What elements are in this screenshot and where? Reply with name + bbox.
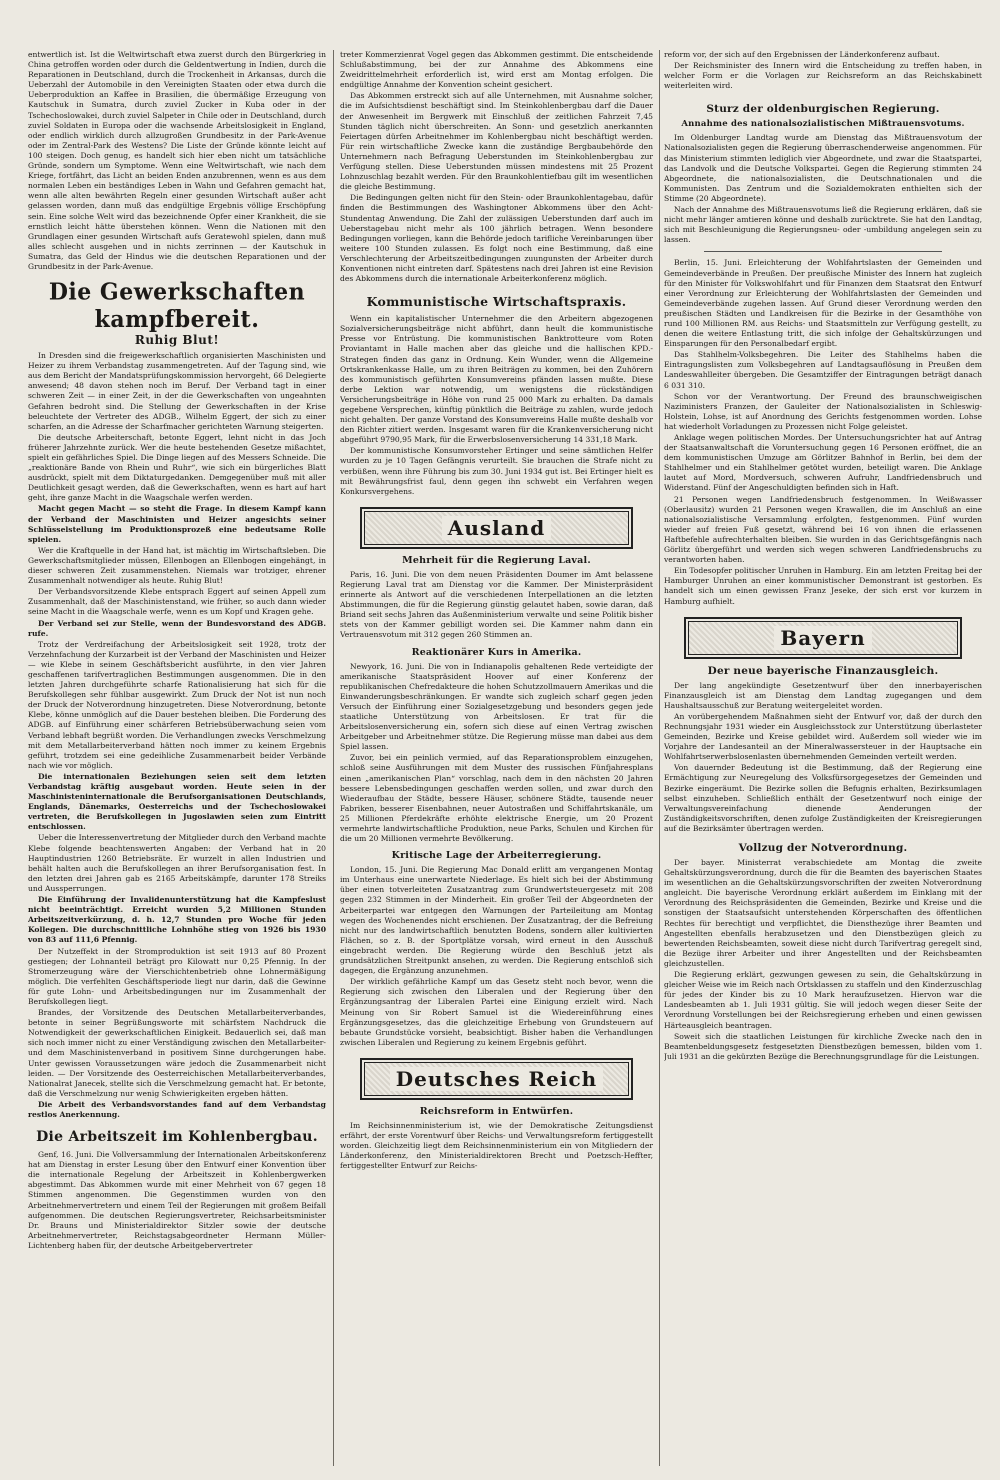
paragraph: Die deutsche Arbeiterschaft, betonte Eggert, lehnt nicht in das Joch früherer Jahrzehnte zurück. Wer die heute bestehenden Gesetze mißachtet, spielt ein gefährliches Spiel. Die Dinge liegen auf des Messers Schneide. Die „reaktionäre Bande von Rhein und Ruhr“, wie sich ein bürgerliches Blatt ausdrückt, spielt mit dem Diktaturgedanken. Demgegenüber muß mit aller Deutlichkeit gesagt werden, daß die Gewerkschaften, wenn es hart auf hart geht, ihre ganze Macht in die Waagschale werfen werden. xyxy=(28,432,326,503)
paragraph: Der kommunistische Konsumvorsteher Ertinger und seine sämtlichen Helfer wurden zu je 10 Tagen Gefängnis verurteilt. Sie brauchen die Strafe nicht zu verbüßen, wenn ihre Führung bis zum 30. Juni 1934 gut ist. Bei Ertinger hielt es mit Bewährungsfrist faul, denn gegen ihn schwebt ein Verfahren wegen Konkursvergehens. xyxy=(340,446,653,496)
section-banner-ausland xyxy=(360,507,633,549)
paragraph: Paris, 16. Juni. Die von dem neuen Präsidenten Doumer im Amt belassene Regierung Laval trat am Dienstag vor die Kammer. Der Ministerpräsident erinnerte als Antwort auf die verschiedenen Interpellationen an die letzten Abstimmungen, die für die Regierung günstig gelautet haben, sowie daran, daß Briand seit sechs Jahren das Außenministerium verwalte und seine Politik bisher stets von der Kammer gebilligt worden sei. Die Kammer nahm dann ein Vertrauensvotum mit 312 gegen 260 Stimmen an. xyxy=(340,569,653,640)
paragraph: Brandes, der Vorsitzende des Deutschen Metallarbeiterverbandes, betonte in seiner Begrüßungsworte mit schärfstem Nachdruck die Notwendigkeit der gewerkschaftlichen Einigkeit. Bedauerlich sei, daß man sich noch immer nicht zu einer Verständigung zwischen den Metallarbeiter- und dem Maschinistenverband in positivem Sinne durchgerungen habe. Unter gewissen Voraussetzungen wäre jedoch die Zusammenarbeit nicht leiden. — Der Vorsitzende des Oesterreichischen Metallarbeiterverbandes, Nationalrat Janecek, stellte sich die Verschmelzung gemacht hat. Er betonte, daß die Verschmelzung nur wenig Schwierigkeiten ergeben hätten. xyxy=(28,1008,326,1098)
paragraph: Anklage wegen politischen Mordes. Der Untersuchungsrichter hat auf Antrag der Staatsanwaltschaft die Voruntersuchung gegen 16 Personen eröffnet, die an dem kommunistischen Umzuge am Görlitzer Bahnhof in Berlin, bei dem der Stahlhelmer und ein Stahlhelmer getötet wurden, beteiligt waren. Die Anklage lautet auf Mord, Mordversuch, schweren Aufruhr, Landfriedensbruch und Widerstand. Fünf der Angeschuldigten befinden sich in Haft. xyxy=(664,433,982,493)
section-title: Deutsches Reich xyxy=(390,1067,603,1091)
headline-laval: Mehrheit für die Regierung Laval. xyxy=(402,554,591,566)
paragraph: Das Abkommen erstreckt sich auf alle Unternehmen, mit Ausnahme solcher, die im Aufsichtsdienst beschäftigt sind. Im Steinkohlenbergbau darf die Dauer der Anwesenheit im Bergwerk mit Einschluß der zeitlichen Fahrzeit 7,45 Stunden täglich nicht überschreiten. An Sonn- und gesetzlich anerkannten Feiertagen dürfen Arbeitnehmer im Kohlenbergbau nicht beschäftigt werden. Für rein wirtschaftliche Zwecke kann die zuständige Bergbaubehörde den Unternehmern nach Befragung Ueberstunden im Steinkohlenbergbau zur Verfügung stellen. Diese Ueberstunden müssen mindestens mit 25 Prozent Lohnzuschlag bezahlt werden. Für den Braunkohlentiefbau gilt im wesentlichen die gleiche Bestimmung. xyxy=(340,91,653,192)
paragraph: Der bayer. Ministerrat verabschiedete am Montag die zweite Gehaltskürzungsverordnung, durch die für die Beamten des bayerischen Staates im wesentlichen an die Gehaltskürzungsvorschriften der zweiten Notverordnung angleicht. Die bayerische Verordnung erklärt außerdem im Einklang mit der Verordnung des Reichspräsidenten die Gemeinden, Bezirke und Kreise und die sonstigen der Staatsaufsicht unterstehenden Körperschaften des öffentlichen Rechtes für berechtigt und verpflichtet, die Diensthezüge ihrer Beamten und Angestellten ebenfalls herabzusetzen und den Dienstbezügen gleich zu bewertenden Reichsbeamten, soweit diese nicht durch Tarifvertrag geregelt sind, die Bezüge ihrer Arbeiter und ihrer Angestellten und der Reichsbeamten gleichzustellen. xyxy=(664,858,982,968)
headline-wirtschaftspraxis: Kommunistische Wirtschaftspraxis. xyxy=(366,294,627,310)
paragraph: Schon vor der Verantwortung. Der Freund des braunschweigischen Naziministers Franzen, der Gauleiter der Nationalsozialisten in Schleswig-Holstein, Lohse, ist auf Anordnung des Gerichts festgenommen worden. Lohse hat wiederholt Vorladungen zu Prozessen nicht Folge geleistet. xyxy=(664,391,982,431)
section-title: Bayern xyxy=(774,626,871,650)
column-rule xyxy=(659,50,660,1466)
paragraph: London, 15. Juni. Die Regierung Mac Donald erlitt am vergangenen Montag im Unterhaus eine unerwartete Niederlage. Es hielt sich bei der Abstimmung über einen totverleiteten Zusatzantrag zum Grundwertsteuergesetz mit 208 gegen 232 Stimmen in der Minderheit. Ein großer Teil der Abgeordneten der Arbeiterpartei war entgegen den Warnungen der Parteileitung am Montag wegen des Wochenendes nicht erschienen. Der Zusatzantrag, der die Befreiung nicht nur des landwirtschaftlich benutzten Bodens, sondern aller kultivierten Flächen, so z. B. der Sportplätze vorsah, wird erneut in den Ausschuß eingebracht werden. Die Regierung würde den Beschluß jetzt als grundsätzlichen Streitpunkt ansehen, zu werden. Die Regierung entschloß sich dagegen, die Ergänzung anzunehmen. xyxy=(340,865,653,976)
paragraph: Das Stahlhelm-Volksbegehren. Die Leiter des Stahlhelms haben die Eintragungslisten zum Volksbegehren auf Landtagsauflösung in Preußen dem Landeswahlleiter übergeben. Die Gesamtziffer der Eintragungen beträgt danach 6 031 310. xyxy=(664,350,982,390)
headline-finanzausgleich: Der neue bayerische Finanzausgleich. xyxy=(707,664,939,677)
divider xyxy=(704,251,942,252)
paragraph: Der Verband sei zur Stelle, wenn der Bundesvorstand des ADGB. rufe. xyxy=(28,618,326,638)
article-continuation: entwertlich ist. Ist die Weltwirtschaft etwa zuerst durch den Bürgerkrieg in China getroffen worden oder durch die Geldentwertung in Indien, durch die Reparationen in Deutschland, durch die Trockenheit in Arkansas, durch die Ueberzahl der Automobile in den Vereinigten Staaten oder etwa durch die Ueberproduktion an Kaffee in Brasilien, die übermäßige Erzeugung von Kautschuk in Sumatra, durch zuviel Zucker in Kuba oder in der Tschechoslowakei, durch zuviel Salpeter in Chile oder in Deutschland, durch zuviel Soldaten in Europa oder die wachsende Arbeitslosigkeit in England, oder endlich wirklich durch allzugroßen Grundbesitz in der Park-Avenue oder im Zentral-Park des Westens? Die Liste der Gründe könnte leicht auf 100 steigen. Doch genug, es handelt sich hier eben nicht um tatsächliche Gründe, sondern um Symptome. Wenn eine Weltwirtschaft, wie nach dem Kriege, fortfährt, das Licht an beiden Enden anzubrennen, wenn es aus dem normalen Leben ein beständiges Leben in Wahn und Gefahren gemacht hat, wenn alle alten bewährten Regeln einer gesunden Wirtschaft außer acht gelassen worden, dann muß das endgültige Ergebnis völlige Erschöpfung sein. Eine solche Welt wird das bezeichnende Opfer einer Krankheit, die sie ernstlich leicht hätte überstehen können. Wenn die Nationen mit den Grundlagen einer gesunden Wirtschaft aufs Geratewohl spielen, dann muß alles schlecht ausgehen und in nichts zerrinnen — der Kautschuk in Sumatra, das Geld der Hindus wie die deutschen Reparationen und der Grundbesitz in der Park-Avenue. xyxy=(28,50,326,271)
paragraph: Genf, 16. Juni. Die Vollversammlung der Internationalen Arbeitskonferenz hat am Dienstag in erster Lesung über den Entwurf einer Konvention über die internationale Regelung der Arbeitszeit in Kohlenbergwerken abgestimmt. Das Abkommen wurde mit einer Mehrheit von 67 gegen 18 Stimmen angenommen. Die Gegenstimmen wurden von den Arbeitnehmervertretern und einem Teil der Regierungen mit großem Beifall aufgenommen. Die deutschen Regierungsvertreter, Reichsarbeitsminister Dr. Brauns und Ministerialdirektor Sitzler sowie der deutsche Arbeitnehmervertreter, Reichstagsabgeordneter Hermann Müller-Lichtenberg haben für, der deutsche Arbeitgebervertreter xyxy=(28,1150,326,1250)
column-1 xyxy=(28,50,326,1466)
paragraph: In Dresden sind die freigewerkschaftlich organisierten Maschinisten und Heizer zu ihrem Verbandstag zusammengetreten. Auf der Tagung sind, wie aus dem Bericht der Mandatsprüfungskommission hervorgeht, 66 Delegierte anwesend; 48 davon stehen noch im Beruf. Der Verband tagt in einer schweren Zeit — in einer Zeit, in der die Gewerkschaften von ungeahnten Gefahren bedroht sind. Die Stellung der Gewerkschaften in der Krise beleuchtete der Vertreter des ADGB., Wilhelm Eggert, der sich zu einer scharfen, an die Adresse der Scharfmacher gerichteten Warnung steigerten. xyxy=(28,351,326,431)
paragraph: Die Regierung erklärt, gezwungen gewesen zu sein, die Gehaltskürzung in gleicher Weise wie im Reich nach Ortsklassen zu staffeln und den Kinderzuschlag für jedes der Kinder bis zu 10 Mark heraufzusetzen. Hiervon war die Landesbeamten ab 1. Juli 1931 gültig. Sie will jedoch wegen dieser Seite der Verordnung Vorstellungen bei der Reichsregierung erheben und einen gewissen Härteausgleich beantragen. xyxy=(664,970,982,1030)
paragraph: Die Bedingungen gelten nicht für den Stein- oder Braunkohlentagebau, dafür finden die Bestimmungen des Washingtoner Abkommens über den Acht-Stundentag Anwendung. Die Zahl der zulässigen Ueberstunden darf auch im Ueberstagebau nicht mehr als 100 jährlich betragen. Wenn besondere Bedingungen vorliegen, kann die Behörde jedoch tarifliche Vereinbarungen über weitere 100 Stunden zulassen. Es folgt noch eine Bestimmung, daß eine Verschlechterung der Arbeitszeitbedingungen zuungunsten der Arbeiter durch Konventionen nicht eintreten darf. Spätestens nach drei Jahren ist eine Revision des Abkommens durch die internationale Arbeiterkonferenz möglich. xyxy=(340,193,653,284)
headline-oldenburg: Sturz der oldenburgischen Regierung. xyxy=(706,103,940,116)
section-banner-deutsches-reich xyxy=(360,1058,633,1100)
paragraph: Der Reichsminister des Innern wird die Entscheidung zu treffen haben, in welcher Form er die Vorlagen zur Reichsreform an das Reichskabinett weiterleiten wird. xyxy=(664,61,982,91)
paragraph: Im Reichsinnenministerium ist, wie der Demokratische Zeitungsdienst erfährt, der erste Vorentwurf über Reichs- und Verwaltungsreform fertiggestellt worden. Gleichzeitig liegt dem Reichsinnenministerium ein von Mitgliedern der Länderkonferenz, den Ministerialdirektoren Brecht und Poetzsch-Heffter, fertiggestellter Entwurf zur Reichs- xyxy=(340,1120,653,1171)
paragraph: Macht gegen Macht — so steht die Frage. In diesem Kampf kann der Verband der Maschinisten und Heizer angesichts seiner Schlüsselstellung im Produktionsprozeß eine bedeutsame Rolle spielen. xyxy=(28,504,326,544)
paragraph: Der wirklich gefährliche Kampf um das Gesetz steht noch bevor, wenn die Regierung sich zwischen den Liberalen und der Regierung über den Ergänzungsantrag der Liberalen Partei eine Einigung erzielt wird. Nach Meinung von Sir Robert Samuel ist die Wiedereinführung eines Ergänzungsgesetzes, das die gleichzeitige Erhebung von Grundsteuern auf bebaute Grundstücke vorsieht, beabsichtigt. Bisher haben die Verhandlungen zwischen Liberalen und Regierung zu keinem Ergebnis geführt. xyxy=(340,977,653,1047)
paragraph: Die Einführung der Invalidenunterstützung hat die Kampfeslust nicht beeinträchtigt. Erreicht wurden 5,2 Millionen Stunden Arbeitszeitverkürzung, d. h. 12,7 Stunden pro Woche für jeden Kollegen. Die durchschnittliche Lohnhöhe stieg von 1926 bis 1930 von 83 auf 111,6 Pfennig. xyxy=(28,895,326,945)
paragraph: Der Nutzeffekt in der Stromproduktion ist seit 1913 auf 80 Prozent gestiegen; der Lohnanteil beträgt pro Kilowatt nur 0,25 Pfennig. In der Stromerzeugung wäre der Vierschichtenbetrieb ohne Lohnermäßigung möglich. Die verfehlten Geschäftsperiode liegt nur darin, daß die Gewinne für gute Lohn- und Arbeitsbedingungen nur im Zusammenhalt der Berufskollegen liegt. xyxy=(28,946,326,1006)
paragraph: Soweit sich die staatlichen Leistungen für kirchliche Zwecke nach den in Beamtenbeldungsgesetz festgesetzten Dienstbezügen bemessen, bilden vom 1. Juli 1931 an die gekürzten Bezüge die Berechnungsgrundlage für die Leistungen. xyxy=(664,1031,982,1061)
headline-notverordnung: Vollzug der Notverordnung. xyxy=(738,842,908,854)
paragraph: Wenn ein kapitalistischer Unternehmer die den Arbeitern abgezogenen Sozialversicherungsbeiträge nicht abführt, dann heult die kommunistische Presse vor Entrüstung. Die kommunistischen Banktrotteure vom Roten Proviantamt in Halle machen aber das gleiche und die hallischen KPD.-Strategen finden das ganz in Ordnung. Kein Wunder, wenn die Allgemeine Ortskrankenkasse Halle, um zu ihren Beiträgen zu kommen, bei den Zuhörern des kommunistisch geführten Konsumvereins pfänden lassen mußte. Diese derbe Lektion war notwendig, um wenigstens die rückständigen Versicherungsbeiträge in Höhe von rund 25 000 Mark zu erhalten. Da damals gegebene Versprechen, künftig pünktlich die Beiträge zu zahlen, wurde jedoch nicht gehalten. Der ganze Vorstand des Konsumvereins Halle mußte deshalb vor den Richter zitiert werden. Insgesamt waren für die Krankenversicherung nicht abgeführt 9790,95 Mark, für die Erwerbslosenversicherung 14 331,18 Mark. xyxy=(340,314,653,445)
headline-amerika: Reaktionärer Kurs in Amerika. xyxy=(411,646,582,658)
paragraph: Von dauernder Bedeutung ist die Bestimmung, daß der Regierung eine Ermächtigung zur Neuregelung des Volksfürsorgegesetzes der Gemeinden und Bezirke eingeräumt. Die Bezirke sollen die Befugnis erhalten, Bezirksumlagen selbst einzuheben. Schließlich enthält der Gesetzentwurf noch einige der Verwaltungsvereinfachung dienende Aenderungen der Zuständigkeitsvorschriften, denen zufolge Zuständigkeiten der Kreisregierungen auf die Bezirksämter übertragen werden. xyxy=(664,763,982,833)
paragraph: Berlin, 15. Juni. Erleichterung der Wohlfahrtslasten der Gemeinden und Gemeindeverbände in Preußen. Der preußische Minister des Innern hat zugleich für den Minister für Volkswohlfahrt und für Finanzen dem Staatsrat den Entwurf einer Verordnung zur Erleichterung der Wohlfahrtslasten der Gemeinden und Gemeindeverbände zugehen lassen. Auf Grund dieser Verordnung werden den preußischen Städten und Landkreisen für die Bezirke in der Gesamthöhe von rund 100 Millionen RM. aus Reichs- und Staatsmitteln zur Verfügung gestellt, zu denen die weitere Entlastung tritt, die sich infolge der Gehaltskürzungen und Einsparungen für den Personalbedarf ergibt. xyxy=(664,258,982,349)
subheadline: Ruhig Blut! xyxy=(134,333,220,348)
column-3 xyxy=(664,50,982,1466)
column-rule xyxy=(333,50,334,1466)
paragraph: Ueber die Interessenvertretung der Mitglieder durch den Verband machte Klebe folgende beachtenswerten Angaben: der Verband hat in 20 Hauptindustrien 1260 Betriebsräte. Er wurzelt in allen Industrien und behält halten auch die Berufskollegen an ihrer Berufsorganisation fest. In den letzten drei Jahren gab es 2165 Arbeitskämpfe, darunter 178 Streiks und Aussperrungen. xyxy=(28,833,326,893)
headline-kohlenbergbau: Die Arbeitszeit im Kohlenbergbau. xyxy=(36,1129,318,1146)
paragraph: 21 Personen wegen Landfriedensbruch festgenommen. In Weißwasser (Oberlausitz) wurden 21 Personen wegen Krawallen, die im Anschluß an eine nationalsozialistische Versammlung erfolgten, festgenommen. Fünf wurden wieder auf freien Fuß gesetzt, während bei 16 von ihnen die erlassenen Haftbefehle aufrechterhalten bleiben. Sie wurden in das Gerichtsgefängnis nach Görlitz übergeführt und werden sich wegen schweren Landfriedensbruchs zu verantworten haben. xyxy=(664,494,982,565)
paragraph: Nach der Annahme des Mißtrauensvotums ließ die Regierung erklären, daß sie nicht mehr länger amtieren könne und deshalb zurücktrete. Sie hat den Landtag, sich mit Beschleunigung die Regierungsneu- oder -umbildung angelegen sein zu lassen. xyxy=(664,205,982,245)
paragraph: Wer die Kraftquelle in der Hand hat, ist mächtig im Wirtschaftsleben. Die Gewerkschaftsmitglieder müssen, Ellenbogen an Ellenbogen eingehängt, in dieser schweren Zeit zusammenstehen. Niemals war trotziger, ehrener Zusammenhalt notwendiger als heute. Ruhig Blut! xyxy=(28,545,326,586)
paragraph: Die Arbeit des Verbandsvorstandes fand auf dem Verbandstag restlos Anerkennung. xyxy=(28,1099,326,1119)
paragraph: Ein Todesopfer politischer Unruhen in Hamburg. Ein am letzten Freitag bei der Hamburger Unruhen an einer kommunistischer Demonstrant ist gestorben. Es handelt sich um einen gewissen Franz Jeseke, der sich erst vor kurzem in Hamburg aufhielt. xyxy=(664,566,982,606)
paragraph: Der lang angekündigte Gesetzentwurf über den innerbayerischen Finanzausgleich ist am Dienstag dem Landtag zugegangen und dem Haushaltsausschuß zur Beratung weitergeleitet worden. xyxy=(664,680,982,710)
column-2 xyxy=(340,50,653,1466)
paragraph: Der Verbandsvorsitzende Klebe entsprach Eggert auf seinen Appell zum Zusammenhalt, daß der Maschinistenstand, wie früher, so auch dann wieder seine Macht in die Waagschale werfe, wenn es um Kopf und Kragen gehe. xyxy=(28,587,326,617)
paragraph: Zuvor, bei ein peinlich vermied, auf das Reparationsproblem einzugehen, schloß seine Ausführungen mit dem Muster des russischen Fünfjahresplans einen „amerikanischen Plan“ vorschlag, nach dem in den nächsten 20 Jahren bessere Lebensbedingungen geschaffen werden sollen, und zwar durch den Wiederaufbau der Städte, bessere Häuser, schönere Städte, tausende neuer Fabriken, besserer Eisenbahnen, neuer Autostraßen und Schiffahrtskanäle, um 25 Millionen Pferdekräfte erhöhte elektrische Energie, um 20 Prozent vermehrte landwirtschaftliche Produktion, neue Parks, Schulen und Kirchen für die um 20 Millionen vermehrte Bevölkerung. xyxy=(340,753,653,844)
subheadline: Annahme des nationalsozialistischen Mißtrauensvotums. xyxy=(681,119,965,130)
article-continuation: reform vor, der sich auf den Ergebnissen der Länderkonferenz aufbaut. xyxy=(664,50,940,59)
headline-reichsreform: Reichsreform in Entwürfen. xyxy=(419,1105,574,1117)
headline-arbeiterregierung: Kritische Lage der Arbeiterregierung. xyxy=(391,850,602,862)
section-banner-bayern xyxy=(684,617,962,659)
paragraph: Im Oldenburger Landtag wurde am Dienstag das Mißtrauensvotum der Nationalsozialisten gegen die Regierung überraschenderweise angenommen. Für das Ministerium stimmten lediglich vier Abgeordnete, und zwar die Staatspartei, das Landvolk und die Deutsche Volkspartei. Gegen die Regierung stimmten 24 Abgeordnete, die nationalsozialisten, die Deutschnationalen und die Kommunisten. Das Zentrum und die Sozialdemokraten enthielten sich der Stimme (20 Abgeordnete). xyxy=(664,133,982,203)
paragraph: Newyork, 16. Juni. Die von in Indianapolis gehaltenen Rede verteidigte der amerikanische Staatspräsident Hoover auf einer Konferenz der republikanischen Chefredakteure die hohen Schutzzollmauern Amerikas und die Einwanderungsbeschränkungen. Er wandte sich zugleich scharf gegen jeden Versuch der Einführung einer Sozialgesetzgebung und besonders gegen jede staatliche Unterstützung von Arbeitslosen. Er trat für die Arbeitslosenversicherung ein, sofern sich diese auf einen Vertrag zwischen Arbeitgeber und Arbeitnehmer stütze. Die Regierung müsse man dabei aus dem Spiel lassen. xyxy=(340,661,653,752)
paragraph: An vorübergehendem Maßnahmen sieht der Entwurf vor, daß der durch den Rechnungsjahr 1931 wieder ein Ausgleichsstock zur Unterstützung überlasteter Gemeinden, Bezirke und Kreise gebildet wird. Außerdem soll wieder wie im Vorjahre der Landesanteil an der Mineralwassersteuer in der Hauptsache ein Wohlfahrtserwerbslosenlasten übernehmenden Gemeinden verteilt werden. xyxy=(664,711,982,762)
headline-gewerkschaften: Die Gewerkschaften kampfbereit. xyxy=(48,278,306,334)
paragraph: Trotz der Verdreifachung der Arbeitslosigkeit seit 1928, trotz der Verzehnfachung der Kurzarbeit ist der Verband der Maschinisten und Heizer — wie Klebe in seinem Geschäftsbericht ausführte, in den vier Jahren geschaffenen tarifvertraglichen Bestimmungen ausgenommen. Die in den letzten Jahren durchgeführte scharfe Rationalisierung hat sich für die Berufskollegen sehr fühlbar ausgewirkt. Zum Druck der Not ist nun noch der Druck der Notverordnung hinzugetreten. Diese Notverordnung, betonte Klebe, könne unmöglich auf die Dauer bestehen bleiben. Die Forderung des ADGB. auf Einführung einer schärferen Betriebsüberwachung seien vom Verband lebhaft begrüßt worden. Die Verhandlungen zwecks Verschmelzung mit dem Metallarbeiterverband hätten noch immer zu keinem Ergebnis geführt, trotzdem sei eine gedeihliche Zusammenarbeit beider Verbände nach wie vor möglich. xyxy=(28,639,326,770)
paragraph: Die internationalen Beziehungen seien seit dem letzten Verbandstag kräftig ausgebaut worden. Heute seien in der Maschinisteninternationale die Berufsorganisationen Deutschlands, Englands, Dänemarks, Oesterreichs und der Tschechoslowakei vertreten, die Berufskollegen in Jugoslawien seien zum Eintritt entschlossen. xyxy=(28,771,326,832)
section-title: Ausland xyxy=(442,516,551,540)
article-continuation: treter Kommerzienrat Vogel gegen das Abkommen gestimmt. Die entscheidende Schlußabstimmung, bei der zur Annahme des Abkommens eine Zweidrittelmehrheit erforderlich ist, wird erst am Montag erfolgen. Die endgültige Annahme der Konvention scheint gesichert. xyxy=(340,50,653,90)
